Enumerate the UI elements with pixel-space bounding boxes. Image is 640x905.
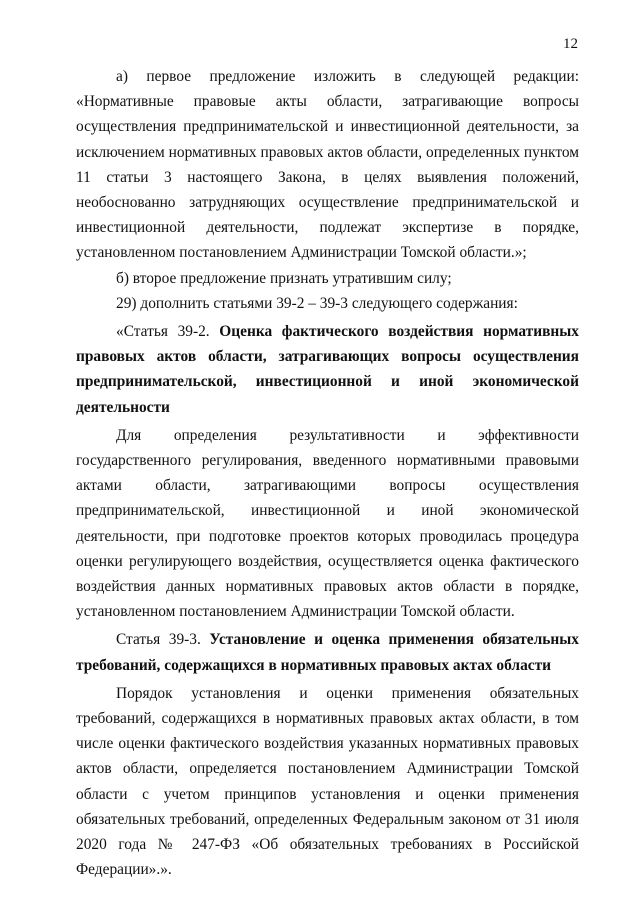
page-number: 12	[563, 36, 578, 52]
document-body	[76, 64, 579, 883]
paragraph-b: б) второе предложение признать утратившим силу;	[116, 269, 452, 287]
paragraph-item-29: 29) дополнить статьями 39-2 – 39-3 следующего содержания:	[116, 294, 518, 312]
paragraph-a: а) первое предложение изложить в следующей редакции: «Нормативные правовые акты области, затрагивающие вопросы осуществления предпринимательской и инвестиционной деятельности, за исключением нормативных правовых актов области, определенных пунктом 11 статьи 3 настоящего Закона, в целях выявления положений, необоснованно затрудняющих осуществление предпринимательской и инвестиционной деятельности, подлежат экспертизе в порядке, установленном постановлением Администрации Томской области.»;	[76, 68, 579, 262]
article-39-3-prefix: Статья 39-3.	[116, 631, 210, 649]
article-39-2-title: Оценка фактического воздействия нормативных правовых актов области, затрагивающих вопросы осуществления предпринимательской, инвестиционной и иной экономической деятельности	[76, 323, 579, 416]
article-39-2-heading	[76, 319, 579, 420]
article-39-3-heading	[76, 627, 579, 677]
article-39-2-body: Для определения результативности и эффективности государственного регулирования, введенного нормативными правовыми актами области, затрагивающими вопросы осуществления предпринимательской, инвестиционной и иной экономической деятельности, при подготовке проектов которых проводилась процедура оценки регулирующего воздействия, осуществляется оценка фактического воздействия данных нормативных правовых актов области в порядке, установленном постановлением Администрации Томской области.	[76, 426, 579, 621]
article-39-2-prefix: «Статья 39-2.	[116, 323, 220, 341]
article-39-3-body: Порядок установления и оценки применения обязательных требований, содержащихся в нормативных правовых актах области, в том числе оценки фактического воздействия указанных нормативных правовых актов области, определяется постановлением Администрации Томской области с учетом принципов установления и оценки применения обязательных требований, определенных Федеральным законом от 31 июля 2020 года № 247-ФЗ «Об обязательных требованиях в Российской Федерации».».	[76, 684, 579, 879]
article-39-3-title: Установление и оценка применения обязательных требований, содержащихся в нормативных правовых актах области	[76, 631, 579, 674]
